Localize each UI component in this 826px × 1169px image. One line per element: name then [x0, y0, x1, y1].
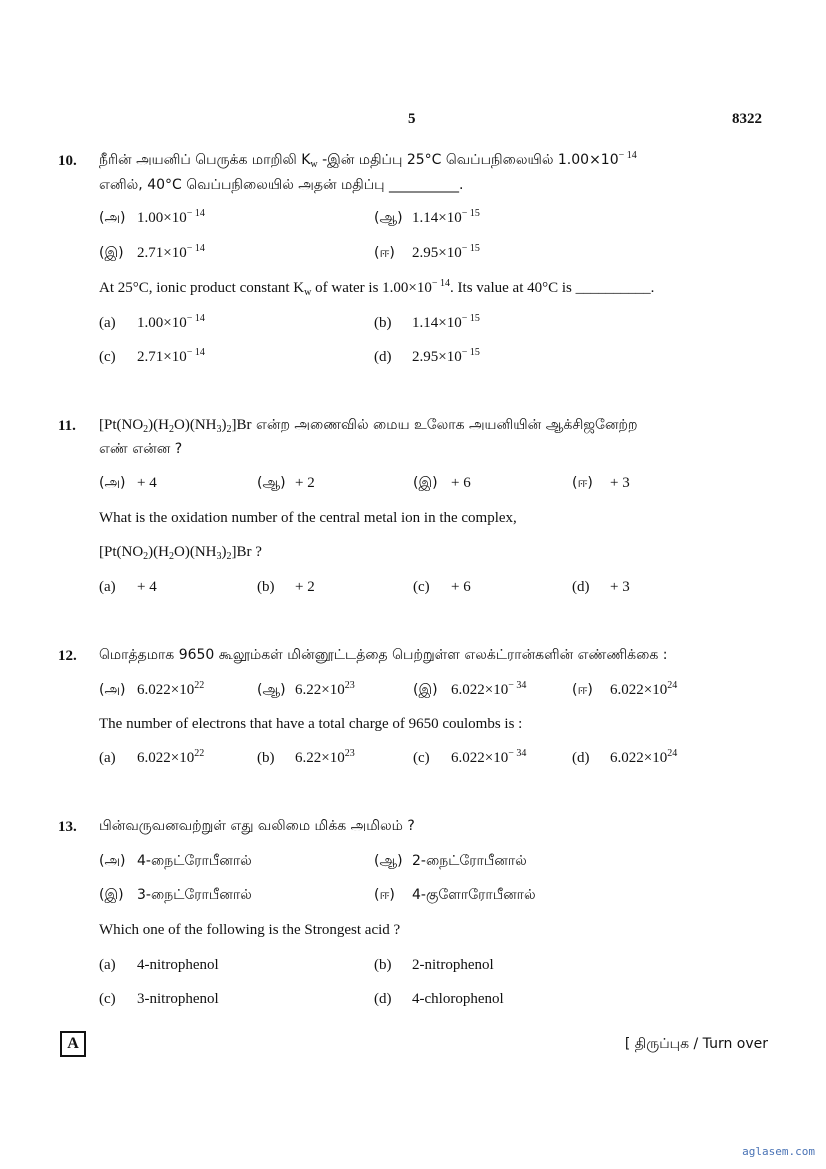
question-number-12: 12.: [58, 648, 77, 664]
q10-tamil-option-c[interactable]: (இ) $2.71\times 10^{- 14}$: [99, 243, 205, 261]
q13-tamil-option-c[interactable]: (இ) 3-நைட்ரோபீனால்: [99, 887, 252, 903]
question-number-10: 10.: [58, 153, 77, 169]
q10-tamil-option-d[interactable]: (ஈ) $2.95\times 10^{- 15}$: [374, 243, 480, 261]
q11-english-option-b[interactable]: (b) + 2: [257, 579, 315, 595]
q13-tamil-option-a[interactable]: (அ) 4-நைட்ரோபீனால்: [99, 853, 252, 869]
q11-tamil-option-c[interactable]: (இ) + 6: [413, 475, 471, 491]
question-number-11: 11.: [58, 418, 76, 434]
q11-english-formula: $[Pt(NO_2)(H_2O)(NH_3)_2]Br$ ?: [99, 544, 262, 562]
watermark: aglasem.com: [742, 1145, 815, 1158]
q12-english-option-d[interactable]: (d) $6.022\times 10^{24}$: [572, 748, 678, 766]
q10-english-option-b[interactable]: (b) $1.14\times 10^{- 15}$: [374, 313, 480, 331]
q12-english-option-a[interactable]: (a) $6.022\times 10^{22}$: [99, 748, 205, 766]
q11-english-option-c[interactable]: (c) + 6: [413, 579, 471, 595]
q12-tamil-option-b[interactable]: (ஆ) $6.22\times 10^{23}$: [257, 680, 355, 698]
q10-tamil-option-b[interactable]: (ஆ) $1.14\times 10^{- 15}$: [374, 208, 480, 226]
page-number: 5: [408, 111, 416, 127]
q12-tamil-option-c[interactable]: (இ) $6.022\times 10^{- 34}$: [413, 680, 527, 698]
q10-tamil-line-1: நீரின் அயனிப் பெருக்க மாறிலி $K_w$ -இன் மதிப்பு 25°C வெப்பநிலையில் $1.00\times 10^{- 14}$: [99, 150, 637, 170]
q10-english-option-a[interactable]: (a) $1.00\times 10^{- 14}$: [99, 313, 205, 331]
q13-tamil-option-b[interactable]: (ஆ) 2-நைட்ரோபீனால்: [374, 853, 527, 869]
q11-english-option-a[interactable]: (a) + 4: [99, 579, 157, 595]
q13-english-option-d[interactable]: (d) 4-chlorophenol: [374, 991, 504, 1007]
q12-tamil-option-a[interactable]: (அ) $6.022\times 10^{22}$: [99, 680, 205, 698]
series-box: A: [60, 1031, 86, 1057]
q10-english-text: At 25°C, ionic product constant $K_w$ of water is $1.00\times 10^{- 14}$. Its value at 40°C is __________.: [99, 278, 655, 298]
q11-tamil-line-1: $[Pt(NO_2)(H_2O)(NH_3)_2]Br$ என்ற அணைவில் மைய உலோக அயனியின் ஆக்சிஜனேற்ற: [99, 417, 638, 435]
q13-english-option-b[interactable]: (b) 2-nitrophenol: [374, 957, 494, 973]
q12-english-option-b[interactable]: (b) $6.22\times 10^{23}$: [257, 748, 355, 766]
q10-tamil-line-2: எனில், 40°C வெப்பநிலையில் அதன் மதிப்பு __________.: [99, 177, 464, 193]
q11-tamil-option-b[interactable]: (ஆ) + 2: [257, 475, 315, 491]
q13-english-line: Which one of the following is the Strongest acid ?: [99, 922, 401, 938]
paper-code: 8322: [732, 111, 762, 127]
q13-tamil-option-d[interactable]: (ஈ) 4-குளோரோபீனால்: [374, 887, 536, 903]
q11-tamil-option-a[interactable]: (அ) + 4: [99, 475, 157, 491]
q10-tamil-option-a[interactable]: (அ) $1.00\times 10^{- 14}$: [99, 208, 205, 226]
q11-english-option-d[interactable]: (d) + 3: [572, 579, 630, 595]
q12-english-line: The number of electrons that have a total charge of 9650 coulombs is :: [99, 716, 523, 732]
q13-english-option-c[interactable]: (c) 3-nitrophenol: [99, 991, 219, 1007]
q13-tamil-line: பின்வருவனவற்றுள் எது வலிமை மிக்க அமிலம் ?: [99, 818, 415, 834]
q10-english-option-d[interactable]: (d) $2.95\times 10^{- 15}$: [374, 347, 480, 365]
q10-english-option-c[interactable]: (c) $2.71\times 10^{- 14}$: [99, 347, 205, 365]
q11-tamil-option-d[interactable]: (ஈ) + 3: [572, 475, 630, 491]
q12-tamil-option-d[interactable]: (ஈ) $6.022\times 10^{24}$: [572, 680, 678, 698]
q12-tamil-line: மொத்தமாக 9650 கூலூம்கள் மின்னூட்டத்தை பெற்றுள்ள எலக்ட்ரான்களின் எண்ணிக்கை :: [99, 647, 668, 663]
q11-english-line-1: What is the oxidation number of the central metal ion in the complex,: [99, 510, 517, 526]
q13-english-option-a[interactable]: (a) 4-nitrophenol: [99, 957, 219, 973]
q11-tamil-line-2: எண் என்ன ?: [99, 441, 183, 457]
q12-english-option-c[interactable]: (c) $6.022\times 10^{- 34}$: [413, 748, 527, 766]
turn-over-label: [ திருப்புக / Turn over: [624, 1036, 768, 1052]
question-number-13: 13.: [58, 819, 77, 835]
